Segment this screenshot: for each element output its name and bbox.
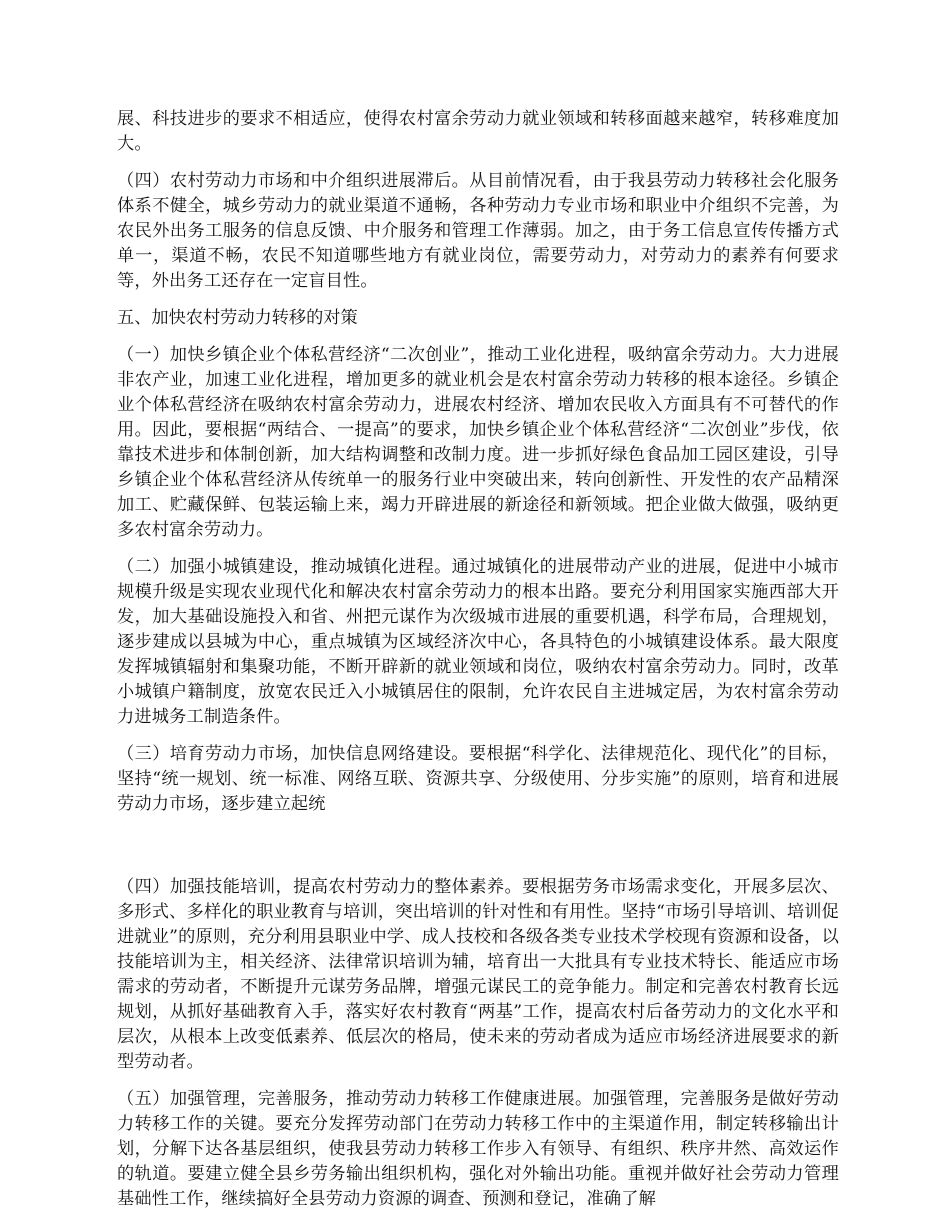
- paragraph-4-skills-training: （四）加强技能培训，提高农村劳动力的整体素养。要根据劳务市场需求变化，开展多层次、多形式、多样化的职业教育与培训，突出培训的针对性和有用性。坚持“市场引导培训、培训促进就业”的原则，充分利用县职业中学、成人技校和各级各类专业技术学校现有资源和设备，以技能培训为主，相关经济、法律常识培训为辅，培育出一大批具有专业技术特长、能适应市场需求的劳动者，不断提升元谋劳务品牌，增强元谋民工的竞争能力。制定和完善农村教育长远规划，从抓好基础教育入手，落实好农村教育“两基”工作，提高农村后备劳动力的文化水平和层次，从根本上改变低素养、低层次的格局，使未来的劳动者成为适应市场经济进展要求的新型劳动者。: [117, 877, 839, 1072]
- section-heading: 五、加快农村劳动力转移的对策: [117, 308, 358, 328]
- paragraph-1-township-enterprise: （一）加快乡镇企业个体私营经济“二次创业”，推动工业化进程，吸纳富余劳动力。大力进展非农产业，加速工业化进程，增加更多的就业机会是农村富余劳动力转移的根本途径。乡镇企业个体私营经济在吸纳农村富余劳动力，进展农村经济、增加农民收入方面具有不可替代的作用。因此，要根据“两结合、一提高”的要求，加快乡镇企业个体私营经济“二次创业”步伐，依靠技术进步和体制创新，加大结构调整和改制力度。进一步抓好绿色食品加工园区建设，引导乡镇企业个体私营经济从传统单一的服务行业中突破出来，转向创新性、开发性的农产品精深加工、贮藏保鲜、包装运输上来，竭力开辟进展的新途径和新领域。把企业做大做强，吸纳更多农村富余劳动力。: [117, 345, 839, 540]
- paragraph-3-labor-market-network: （三）培育劳动力市场，加快信息网络建设。要根据“科学化、法律规范化、现代化”的目标，坚持“统一规划、统一标准、网络互联、资源共享、分级使用、分步实施”的原则，培育和进展劳动力市场，逐步建立起统: [117, 744, 839, 814]
- paragraph-5-management-services: （五）加强管理，完善服务，推动劳动力转移工作健康进展。加强管理，完善服务是做好劳动力转移工作的关键。要充分发挥劳动部门在劳动力转移工作中的主渠道作用，制定转移输出计划，分解下达各基层组织，使我县劳动力转移工作步入有领导、有组织、秩序井然、高效运作的轨道。要建立健全县乡劳务输出组织机构，强化对外输出功能。重视并做好社会劳动力管理基础性工作，继续搞好全县劳动力资源的调查、预测和登记，准确了解: [117, 1089, 839, 1209]
- paragraph-continuation: 展、科技进步的要求不相适应，使得农村富余劳动力就业领域和转移面越来越窄，转移难度加大。: [117, 109, 839, 154]
- paragraph-2-small-towns: （二）加强小城镇建设，推动城镇化进程。通过城镇化的进展带动产业的进展，促进中小城市规模升级是实现农业现代化和解决农村富余劳动力的根本出路。要充分利用国家实施西部大开发，加大基础设施投入和省、州把元谋作为次级城市进展的重要机遇，科学布局，合理规划，逐步建成以县城为中心，重点城镇为区域经济次中心，各具特色的小城镇建设体系。最大限度发挥城镇辐射和集聚功能，不断开辟新的就业领域和岗位，吸纳农村富余劳动力。同时，改革小城镇户籍制度，放宽农民迁入小城镇居住的限制，允许农民自主进城定居，为农村富余劳动力进城务工制造条件。: [117, 557, 839, 727]
- paragraph-4-labor-market: （四）农村劳动力市场和中介组织进展滞后。从目前情况看，由于我县劳动力转移社会化服务体系不健全，城乡劳动力的就业渠道不通畅，各种劳动力专业市场和职业中介组织不完善，为农民外出务工服务的信息反馈、中介服务和管理工作薄弱。加之，由于务工信息宣传传播方式单一，渠道不畅，农民不知道哪些地方有就业岗位，需要劳动力，对劳动力的素养有何要求等，外出务工还存在一定盲目性。: [117, 171, 839, 291]
- page-gap: [117, 829, 839, 875]
